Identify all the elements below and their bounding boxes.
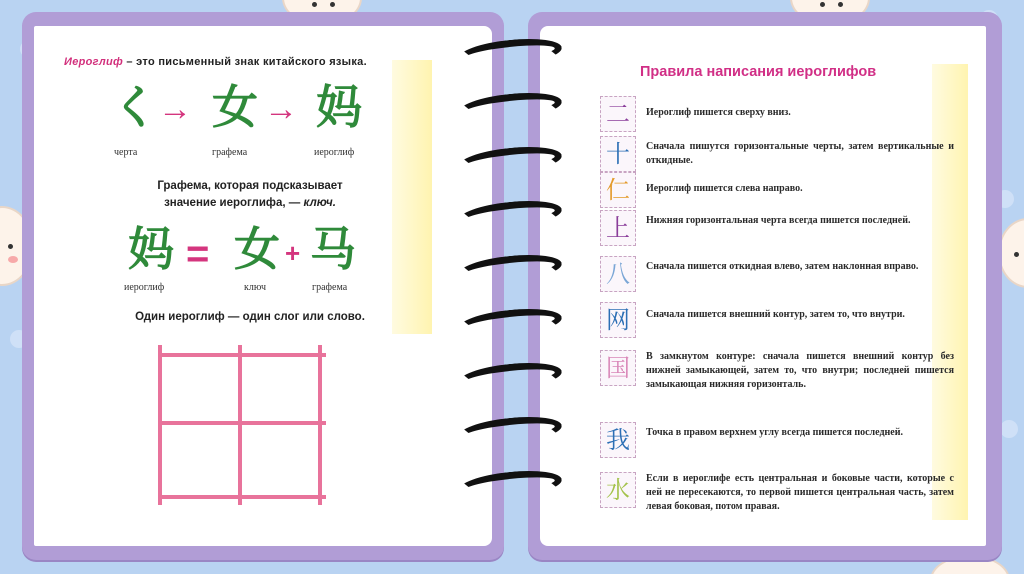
rule-glyph: 八 <box>600 256 636 292</box>
caption-hieroglyph: иероглиф <box>314 147 355 158</box>
plus-sign: + <box>285 238 301 268</box>
rule-glyph: 上 <box>600 210 636 246</box>
rule-text: Иероглиф пишется слева направо. <box>646 183 803 194</box>
left-yellow-strip <box>392 60 432 334</box>
rule-text: Нижняя горизонтальная черта всегда пишется последней. <box>646 215 911 226</box>
equals-sign: = <box>186 232 210 276</box>
equation-grapheme: 马 <box>310 222 356 276</box>
grapheme-note-line-2: значение иероглифа, — <box>164 197 301 209</box>
definition-term: Иероглиф <box>64 56 124 68</box>
equation-key: 女 <box>234 222 280 276</box>
rule-text: Сначала пишутся горизонтальные черты, затем вертикальные и откидные. <box>646 141 954 166</box>
rule-text: Точка в правом верхнем углу всегда пишется последней. <box>646 427 903 438</box>
rule-text: Сначала пишется откидная влево, затем наклонная вправо. <box>646 261 919 272</box>
right-yellow-strip <box>932 64 968 520</box>
grapheme-note <box>120 178 380 212</box>
arrow-1: → <box>158 90 192 128</box>
definition-text: – это письменный знак китайского языка. <box>123 56 367 68</box>
equation-caption-grapheme: графема <box>312 282 348 293</box>
rule-glyph: 十 <box>600 136 636 172</box>
rule-text: Иероглиф пишется сверху вниз. <box>646 107 791 118</box>
rule-text: Если в иероглифе есть центральная и боковые части, которые с ней не пересекаются, то первой пишется центральная часть, затем левая боковая, потом правая. <box>646 473 954 512</box>
rule-text: В замкнутом контуре: сначала пишется внешний контур без нижней замыкающей, затем то, что внутри; последней пишется замыкающая нижняя горизонталь. <box>646 351 954 390</box>
caption-grapheme: графема <box>212 147 248 158</box>
spiral-binding <box>440 40 580 530</box>
rule-text: Сначала пишется внешний контур, затем то, что внутри. <box>646 309 905 320</box>
rules-title: Правила написания иероглифов <box>640 64 877 80</box>
definition-line <box>64 56 367 68</box>
grapheme-note-key: ключ. <box>303 197 336 209</box>
stroke-glyph: く <box>112 80 158 134</box>
rule-glyph: 我 <box>600 422 636 458</box>
arrow-2: → <box>264 90 298 128</box>
rule-glyph: 水 <box>600 472 636 508</box>
rule-glyph: 二 <box>600 96 636 132</box>
one-syllable-note: Один иероглиф — один слог или слово. <box>135 311 365 323</box>
equation-caption-hieroglyph: иероглиф <box>124 282 165 293</box>
caption-stroke: черта <box>114 147 138 158</box>
equation-caption-key: ключ <box>244 282 266 293</box>
writing-grid <box>158 345 326 505</box>
rule-glyph: 仁 <box>600 172 636 208</box>
grapheme-glyph: 女 <box>212 80 258 134</box>
equation-hieroglyph: 妈 <box>128 222 174 276</box>
rule-glyph: 网 <box>600 302 636 338</box>
hieroglyph-glyph: 妈 <box>316 80 362 134</box>
rule-glyph: 国 <box>600 350 636 386</box>
grapheme-note-line-1: Графема, которая подсказывает <box>157 180 343 192</box>
